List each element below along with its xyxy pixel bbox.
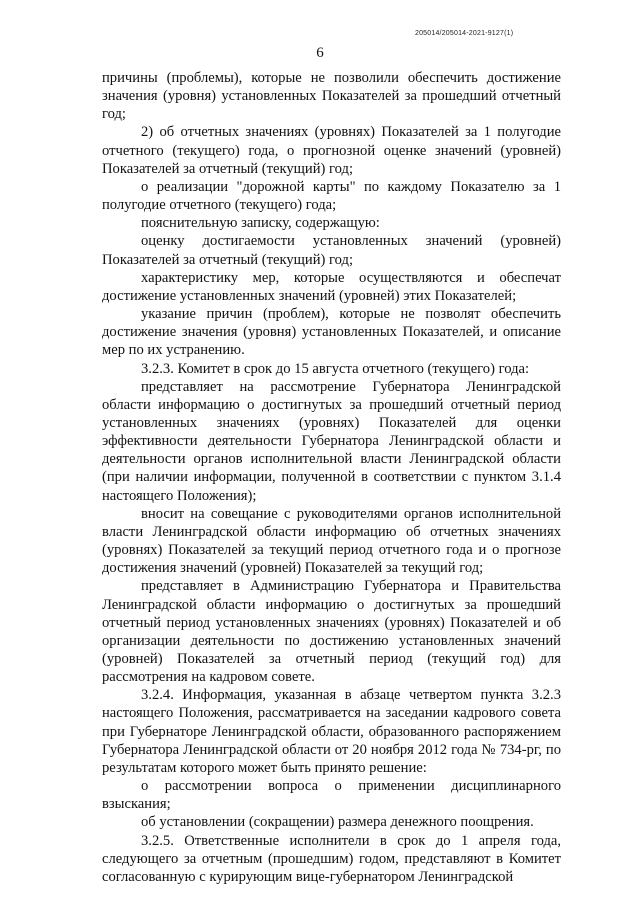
paragraph-disciplinary: о рассмотрении вопроса о применении дисциплинарного взыскания; <box>102 778 561 813</box>
paragraph-3-2-5: 3.2.5. Ответственные исполнители в срок до 1 апреля года, следующего за отчетным (прошедшим) годом, представляют в Комитет согласованную с курирующим вице-губернатором Ленинградской <box>102 832 561 885</box>
paragraph-roadmap: о реализации "дорожной карты" по каждому Показателю за 1 полугодие отчетного (текущего) года; <box>102 178 561 214</box>
paragraph-item-2: 2) об отчетных значениях (уровнях) Показателей за 1 полугодие отчетного (текущего) года, о прогнозной оценке значений (уровней) Показателей за отчетный (текущий) год; <box>102 124 561 177</box>
document-body <box>102 69 561 886</box>
paragraph-governor-submission: представляет на рассмотрение Губернатора Ленинградской области информацию о достигнутых за прошедший отчетный период установленных значениях (уровнях) Показателей для оценки эффективности деятельности Губернатора Ленинградской области и деятельности органов исполнительной власти Ленинградской области (при наличии информации, полученной в соответствии с пунктом 3.1.4 настоящего Положения); <box>102 378 561 504</box>
paragraph-meeting: вносит на совещание с руководителями органов исполнительной власти Ленинградской области информацию об отчетных значениях (уровнях) Показателей за текущий период отчетного года и о прогнозе достижения значений (уровней) Показателей за текущий год; <box>102 505 561 577</box>
paragraph-causes: указание причин (проблем), которые не позволят обеспечить достижение значения (уровня) установленных Показателей, и описание мер по их устранению. <box>102 306 561 359</box>
paragraph-administration: представляет в Администрацию Губернатора и Правительства Ленинградской области информацию о достигнутых за прошедший отчетный период установленных значениях (уровнях) Показателей и об организации деятельности по достижению установленных значений (уровней) Показателей за отчетный период (текущий год) для рассмотрения на кадровом совете. <box>102 578 561 686</box>
paragraph-3-2-4: 3.2.4. Информация, указанная в абзаце четвертом пункта 3.2.3 настоящего Положения, рассматривается на заседании кадрового совета при Губернаторе Ленинградской области, образованного распоряжением Губернатора Ленинградской области от 20 ноября 2012 года № 734-рг, по результатам которого может быть принято решение: <box>102 687 561 776</box>
paragraph-measures: характеристику мер, которые осуществляются и обеспечат достижение установленных значений (уровней) этих Показателей; <box>102 269 561 304</box>
paragraph-explanatory-note: пояснительную записку, содержащую: <box>141 215 380 232</box>
page-number: 6 <box>316 45 324 61</box>
paragraph-3-2-3: 3.2.3. Комитет в срок до 15 августа отчетного (текущего) года: <box>141 360 530 377</box>
paragraph-reasons: причины (проблемы), которые не позволили обеспечить достижение значения (уровня) установленных Показателей за прошедший отчетный год; <box>102 70 561 123</box>
paragraph-assessment: оценку достигаемости установленных значений (уровней) Показателей за отчетный (текущий) год; <box>102 233 561 268</box>
paragraph-bonus: об установлении (сокращении) размера денежного поощрения. <box>141 814 534 831</box>
document-id: 205014/205014-2021-9127(1) <box>415 30 514 37</box>
